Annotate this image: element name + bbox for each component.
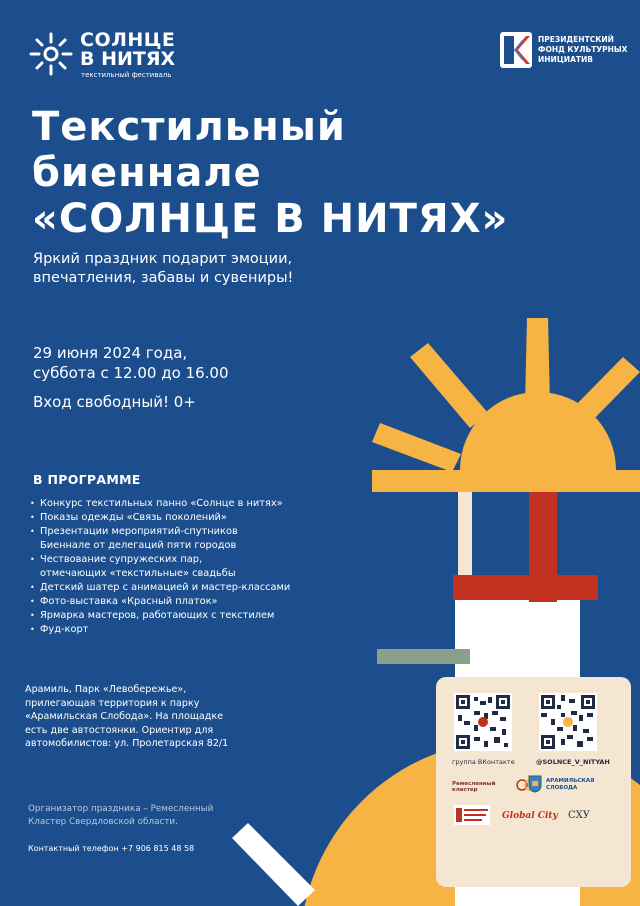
partner-logo-shu: СХУ [568, 810, 590, 821]
title-line2: биеннале [32, 150, 262, 196]
event-date [33, 343, 333, 383]
vk-caption: группа ВКонтакте [452, 758, 515, 766]
logo-subtitle: текстильный фестиваль [81, 71, 172, 79]
date-line1: 29 июня 2024 года, [33, 344, 188, 362]
fund-line3: ИНИЦИАТИВ [538, 55, 593, 64]
partner-logo-craft-cluster: Ремесленный кластер [452, 781, 496, 793]
red-horizontal-bar [453, 575, 598, 600]
program-item: • Презентации мероприятий-спутников Биеннале от делегаций пяти городов [30, 525, 250, 553]
organizer-info: Организатор праздника – Ремесленный Кластер Свердловской области. [28, 804, 214, 827]
telegram-caption: @SOLNCE_V_NITYAH [536, 758, 610, 766]
fund-logo-icon [500, 32, 532, 68]
program-item: • Фуд-корт [30, 623, 330, 637]
program-heading: В ПРОГРАММЕ [33, 472, 141, 487]
subtitle [33, 250, 393, 288]
logo-title-line2: В НИТЯХ [80, 48, 176, 70]
program-item: • Чествование супружеских пар, отмечающих «текстильные» свадьбы [30, 553, 270, 581]
program-list [30, 497, 330, 637]
qr-partners-panel [436, 677, 631, 887]
program-item: • Детский шатер с анимацией и мастер-классами [30, 581, 330, 595]
partner-center-logo-icon [454, 805, 490, 825]
page-title [32, 104, 508, 242]
fund-name [538, 35, 633, 65]
telegram-qr-code-icon[interactable] [539, 693, 597, 751]
sage-bar [377, 649, 470, 664]
title-line3: «СОЛНЦЕ В НИТЯХ» [32, 196, 509, 242]
white-diagonal [232, 823, 315, 906]
aramil-coat-of-arms-icon [528, 775, 542, 793]
subtitle-line2: впечатления, забавы и сувениры! [33, 270, 294, 286]
partner-logo-aramil-sloboda: АРАМИЛЬСКАЯ СЛОБОДА [546, 778, 595, 791]
program-item: • Показы одежды «Связь поколений» [30, 511, 330, 525]
subtitle-line1: Яркий праздник подарит эмоции, [33, 251, 293, 267]
contact-phone: Контактный телефон +7 906 815 48 58 [28, 844, 195, 853]
program-item: • Ярмарка мастеров, работающих с текстилем [30, 609, 330, 623]
entry-info: Вход свободный! 0+ [33, 393, 196, 411]
fund-line1: ПРЕЗИДЕНТСКИЙ [538, 35, 614, 44]
sun-base-bar [372, 470, 640, 492]
partner-logo-global-city: Global City [502, 811, 558, 821]
date-line2: суббота с 12.00 до 16.00 [33, 364, 229, 382]
vk-qr-code-icon[interactable] [454, 693, 512, 751]
program-item: • Фото-выставка «Красный платок» [30, 595, 330, 609]
program-item: • Конкурс текстильных панно «Солнце в нитях» [30, 497, 330, 511]
title-line1: Текстильный [32, 104, 346, 150]
fund-line2: ФОНД КУЛЬТУРНЫХ [538, 45, 628, 54]
logo-title-line1: СОЛНЦЕ [80, 29, 176, 51]
sun-logo-icon [28, 31, 74, 77]
event-address: Арамиль, Парк «Левобережье», прилегающая территория к парку «Арамильская Слобода». На площадке есть две автостоянки. Ориентир для автомобилистов: ул. Пролетарская 82/1 [25, 684, 229, 749]
